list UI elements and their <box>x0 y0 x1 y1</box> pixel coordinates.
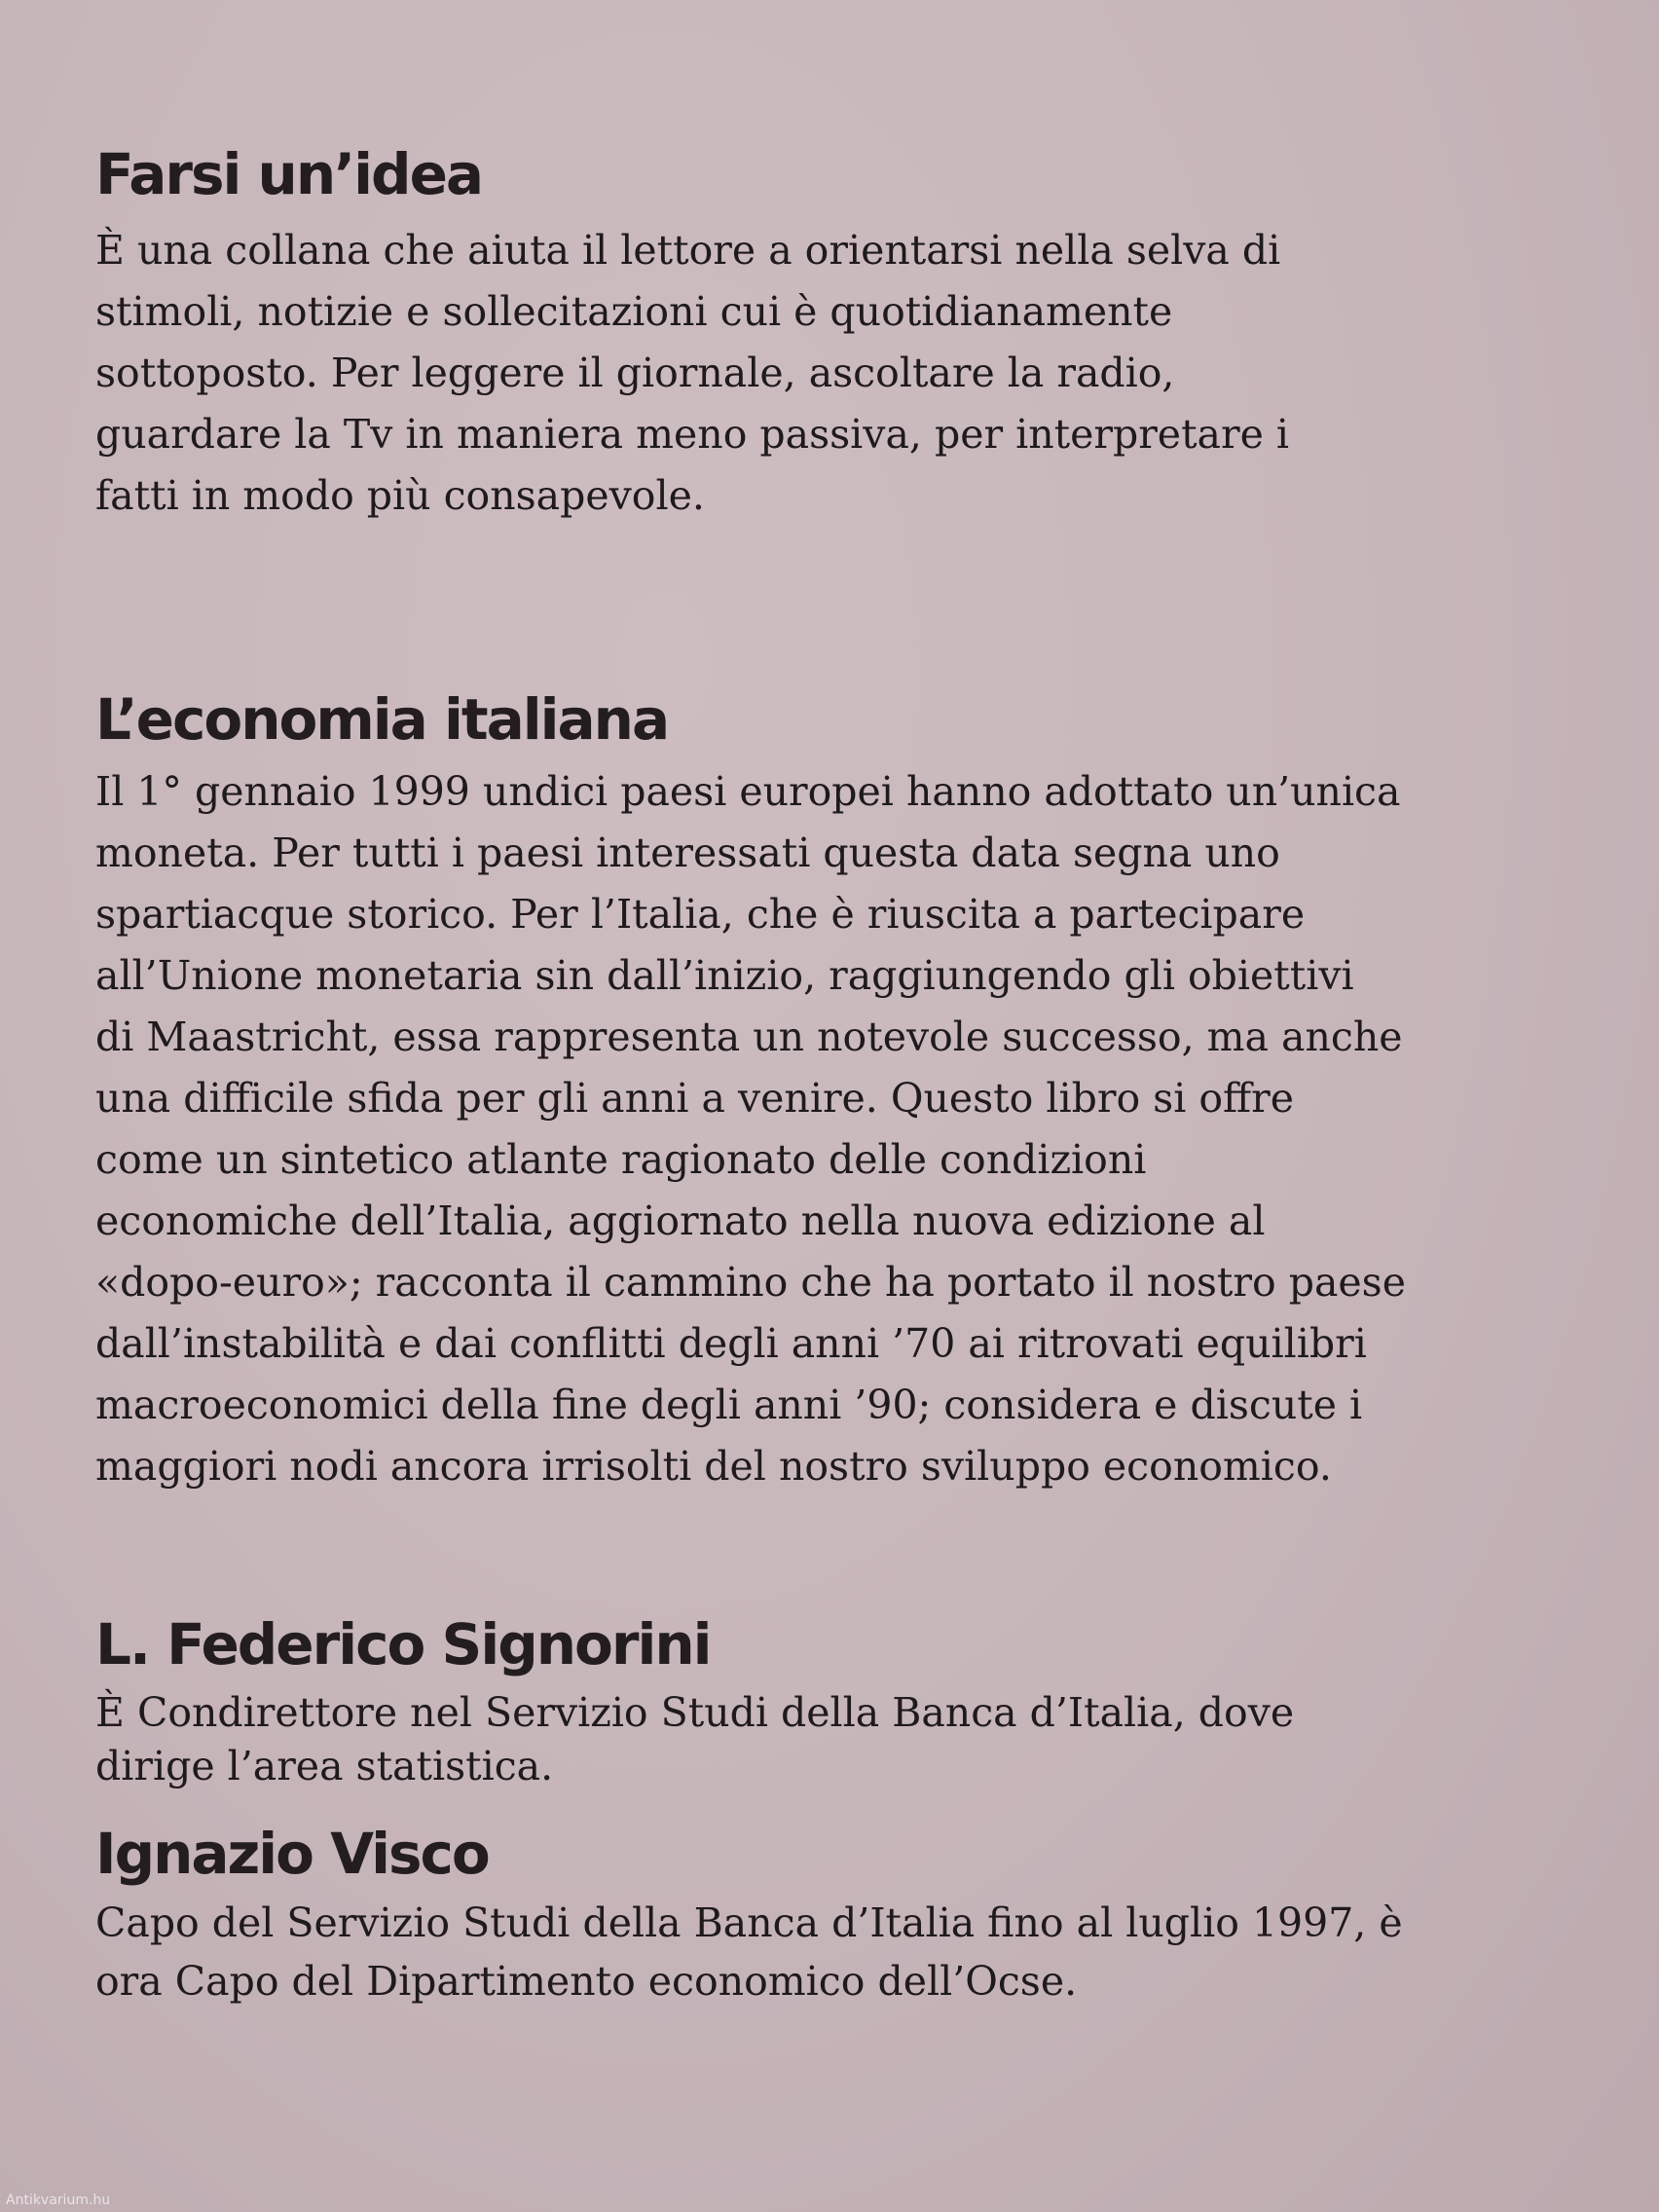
text-line: È una collana che aiuta il lettore a orientarsi nella selva di <box>95 227 1281 274</box>
text-line: «dopo-euro»; racconta il cammino che ha portato il nostro paese <box>95 1259 1406 1306</box>
author-name: Ignazio Visco <box>95 1821 489 1887</box>
author-bio-signorini <box>95 1611 1575 1793</box>
text-line: moneta. Per tutti i paesi interessati questa data segna uno <box>95 830 1280 876</box>
series-description <box>95 141 1575 527</box>
watermark: Antikvarium.hu <box>6 2193 111 2208</box>
text-line: È Condirettore nel Servizio Studi della Banca d’Italia, dove <box>95 1689 1295 1736</box>
book-text <box>95 761 1575 1497</box>
text-line: spartiacque storico. Per l’Italia, che è riuscita a partecipare <box>95 891 1306 938</box>
text-line: dirige l’area statistica. <box>95 1743 554 1789</box>
text-line: come un sintetico atlante ragionato delle condizioni <box>95 1136 1147 1183</box>
text-line: Capo del Servizio Studi della Banca d’Italia fino al luglio 1997, è <box>95 1899 1403 1946</box>
text-line: una difficile sfida per gli anni a venire. Questo libro si offre <box>95 1075 1295 1122</box>
text-line: fatti in modo più consapevole. <box>95 472 705 519</box>
author-bio <box>95 1686 1575 1793</box>
series-title: Farsi un’idea <box>95 141 483 207</box>
text-line: di Maastricht, essa rappresenta un notevole successo, ma anche <box>95 1014 1403 1060</box>
book-description <box>95 686 1575 1497</box>
series-text <box>95 220 1575 527</box>
text-line: stimoli, notizie e sollecitazioni cui è quotidianamente <box>95 288 1173 335</box>
text-line: macroeconomici della fine degli anni ’90; considera e discute i <box>95 1382 1363 1428</box>
author-name: L. Federico Signorini <box>95 1611 711 1677</box>
text-line: ora Capo del Dipartimento economico dell’Ocse. <box>95 1958 1078 2005</box>
author-bio <box>95 1894 1575 2010</box>
text-line: dall’instabilità e dai conflitti degli anni ’70 ai ritrovati equilibri <box>95 1320 1367 1367</box>
text-line: Il 1° gennaio 1999 undici paesi europei hanno adottato un’unica <box>95 768 1401 815</box>
text-line: economiche dell’Italia, aggiornato nella nuova edizione al <box>95 1198 1266 1244</box>
text-line: maggiori nodi ancora irrisolti del nostro sviluppo economico. <box>95 1443 1332 1490</box>
author-bio-visco <box>95 1821 1575 2010</box>
text-line: guardare la Tv in maniera meno passiva, per interpretare i <box>95 411 1289 458</box>
text-line: all’Unione monetaria sin dall’inizio, raggiungendo gli obiettivi <box>95 952 1354 999</box>
text-line: sottoposto. Per leggere il giornale, ascoltare la radio, <box>95 350 1175 396</box>
book-title: L’economia italiana <box>95 686 669 753</box>
